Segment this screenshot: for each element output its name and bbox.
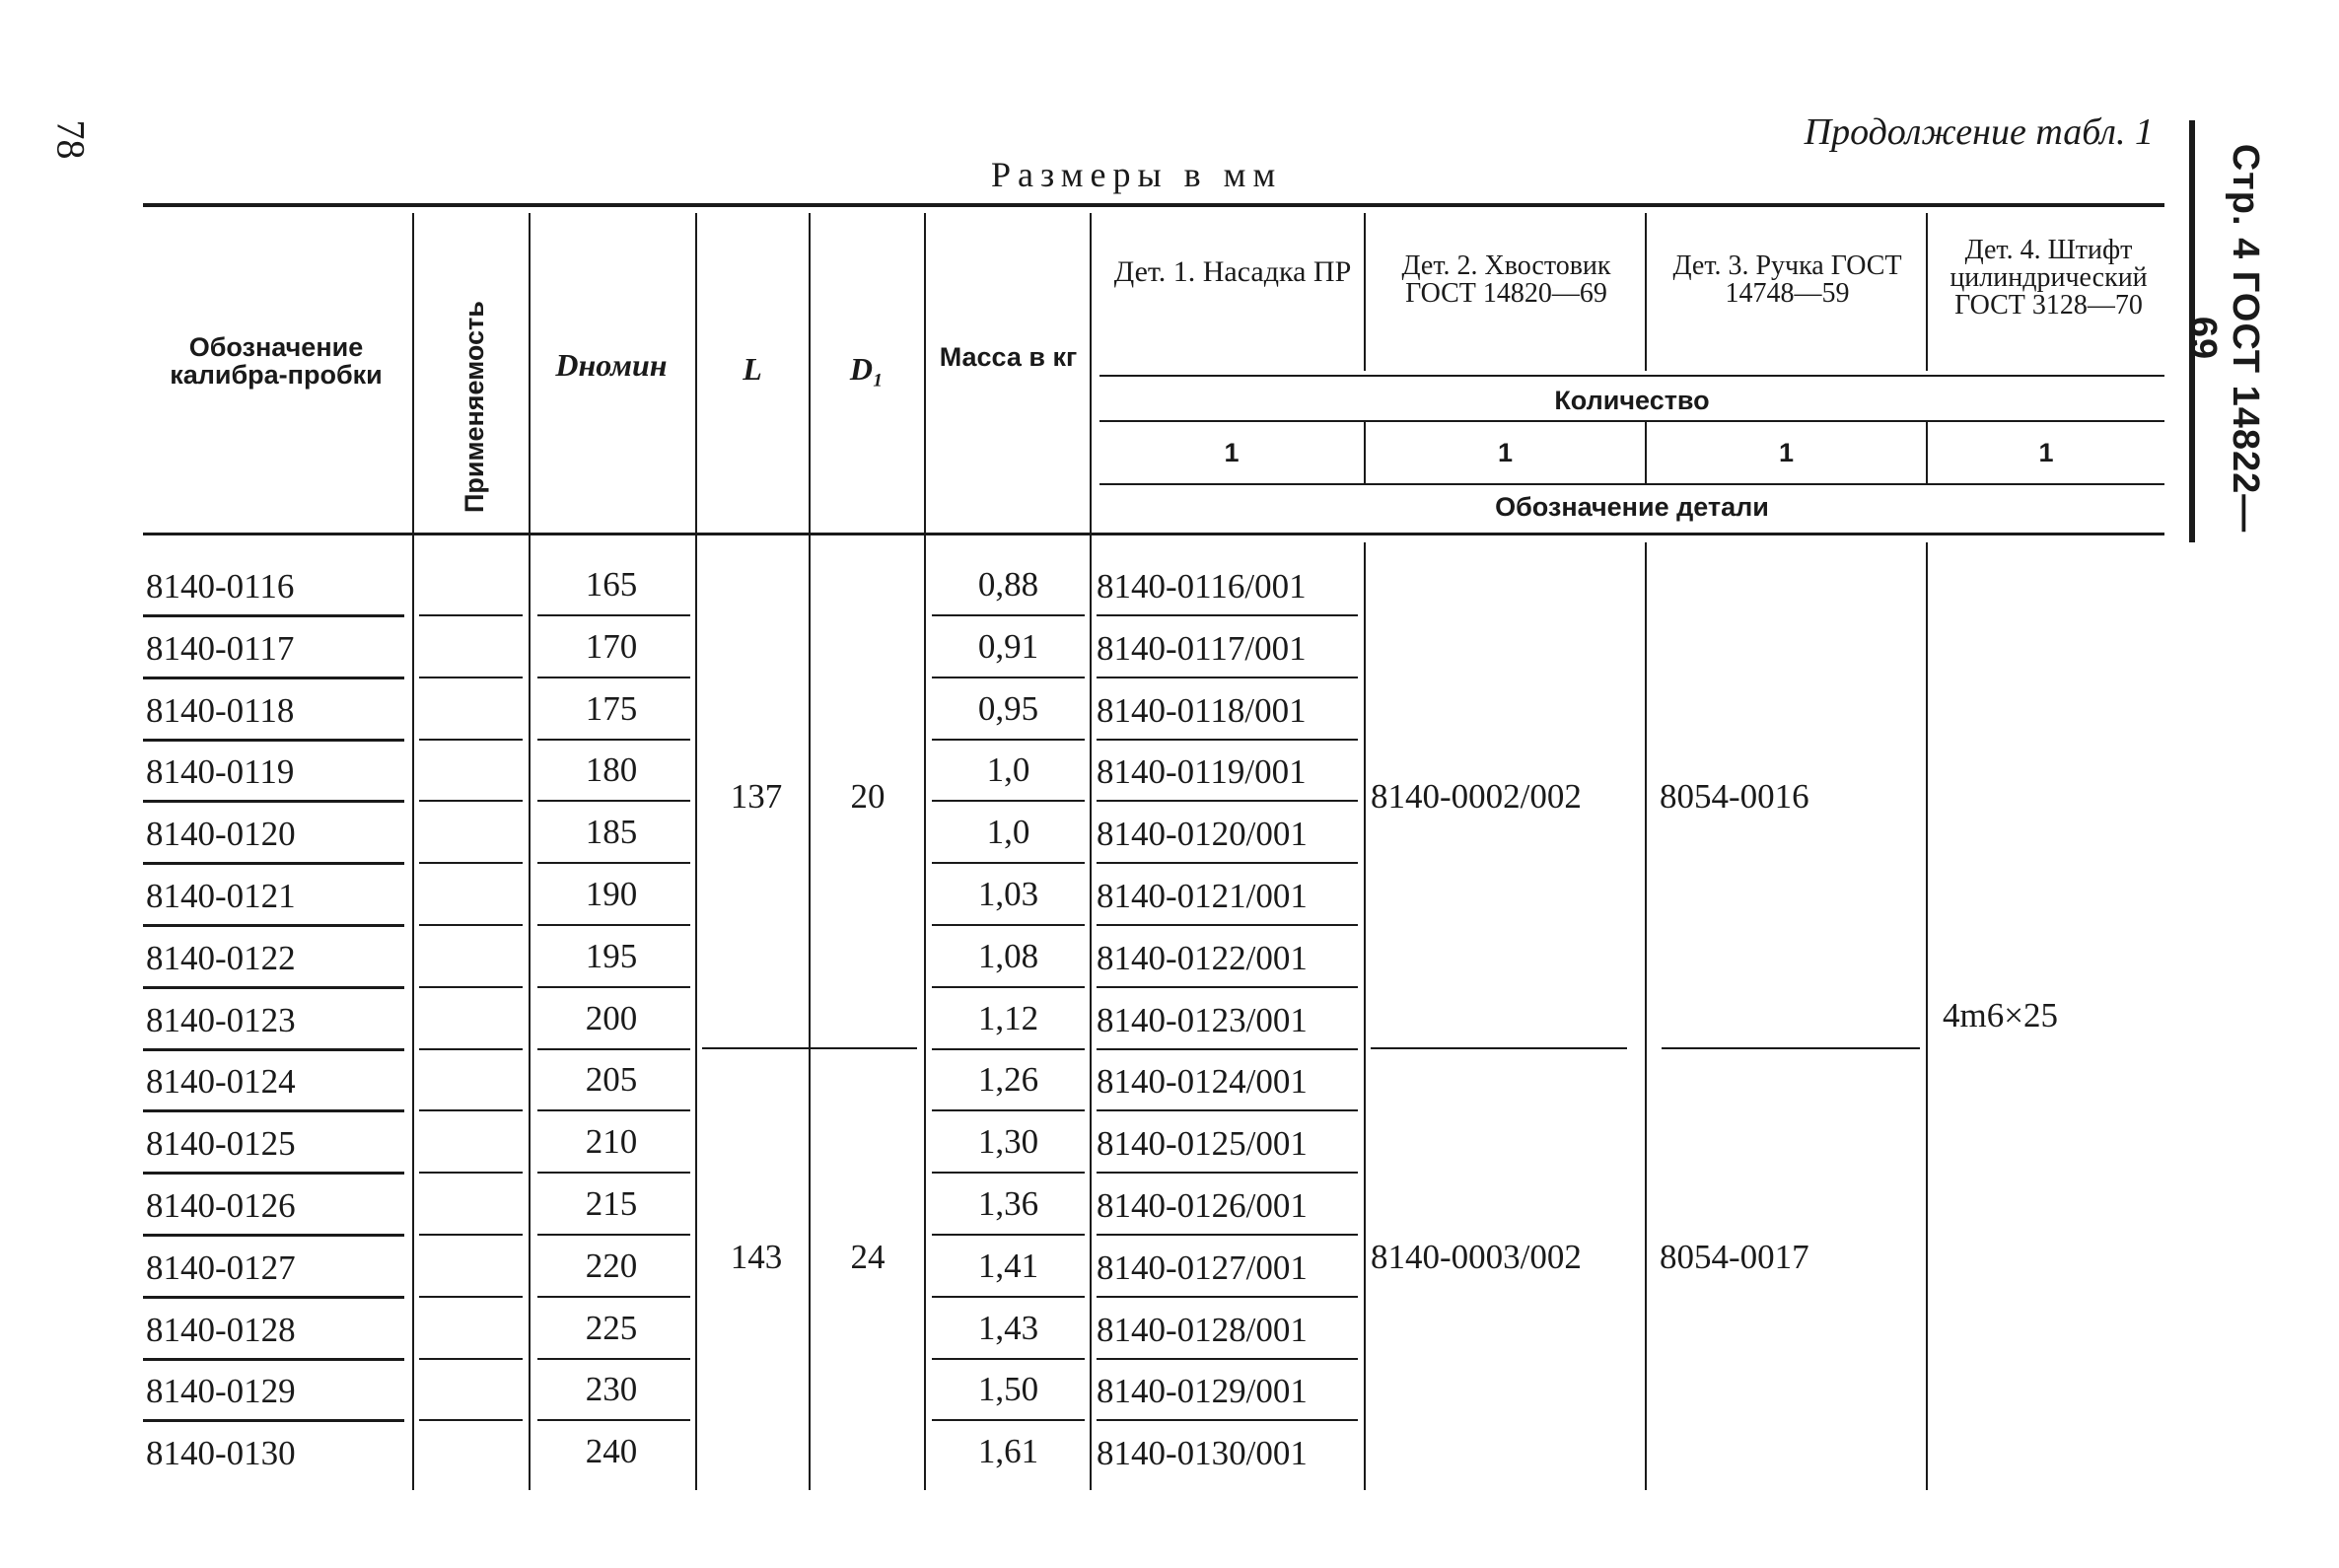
row-d-nom: 180 [585,750,638,789]
row-d-nom: 195 [585,937,638,975]
row-rule [932,614,1085,616]
row-rule [1097,800,1358,802]
table-top-rule [143,203,2164,207]
row-d-nom: 165 [585,565,638,604]
row-rule [419,800,523,802]
row-mass: 1,36 [977,1184,1039,1223]
group1-det3: 8054-0016 [1660,777,1809,816]
row-designation: 8140-0124 [146,1062,296,1101]
row-rule [932,1234,1085,1236]
qty-mid-rule [1099,420,2164,422]
group-divider [1371,1047,1627,1049]
row-rule [537,1109,690,1111]
row-rule [932,677,1085,678]
row-rule [419,1234,523,1236]
row-rule [143,1296,404,1299]
qty-bottom-rule [1099,483,2164,485]
header-quantity: Количество [1554,386,1710,415]
row-det1: 8140-0128/001 [1097,1311,1308,1349]
row-rule [419,1048,523,1050]
row-det1: 8140-0121/001 [1097,877,1308,915]
row-designation: 8140-0116 [146,567,295,606]
row-rule [932,1419,1085,1421]
group-divider [1662,1047,1920,1049]
row-mass: 1,41 [977,1247,1039,1285]
row-mass: 1,0 [986,813,1030,851]
col-rule [924,213,926,1490]
row-rule [932,1172,1085,1174]
row-rule [537,739,690,741]
sizes-caption: Размеры в мм [991,155,1283,194]
row-rule [932,739,1085,741]
row-rule [419,1296,523,1298]
header-part-designation: Обозначение детали [1495,492,1769,522]
row-d-nom: 205 [585,1060,638,1099]
row-rule [419,986,523,988]
row-det1: 8140-0127/001 [1097,1248,1308,1287]
row-designation: 8140-0122 [146,939,296,977]
row-rule [932,1048,1085,1050]
row-rule [537,800,690,802]
row-det1: 8140-0116/001 [1097,567,1307,606]
row-mass: 0,95 [977,689,1039,728]
row-rule [143,862,404,865]
row-d-nom: 215 [585,1184,638,1223]
qty-top-rule [1099,375,2164,377]
row-rule [143,1234,404,1237]
header-bottom-rule [143,533,2164,535]
row-rule [1097,1419,1358,1421]
row-rule [1097,1048,1358,1050]
row-rule [537,1234,690,1236]
row-d-nom: 230 [585,1370,638,1408]
row-mass: 1,50 [977,1370,1039,1408]
row-rule [1097,1234,1358,1236]
row-rule [143,1172,404,1175]
row-det1: 8140-0129/001 [1097,1372,1308,1410]
row-rule [419,1172,523,1174]
group-divider [702,1047,917,1049]
row-rule [932,1296,1085,1298]
row-rule [932,1109,1085,1111]
row-designation: 8140-0128 [146,1311,296,1349]
header-d-nom: Dномин [555,347,668,383]
row-d-nom: 200 [585,999,638,1037]
row-rule [537,614,690,616]
row-rule [419,739,523,741]
row-det1: 8140-0130/001 [1097,1434,1308,1472]
row-rule [143,986,404,989]
row-rule [419,677,523,678]
row-d-nom: 225 [585,1309,638,1347]
row-mass: 1,0 [986,750,1030,789]
row-rule [419,924,523,926]
row-mass: 1,61 [977,1432,1039,1470]
row-rule [932,862,1085,864]
row-rule [143,1109,404,1112]
row-rule [932,1358,1085,1360]
side-header [2182,118,2266,534]
row-rule [1097,1358,1358,1360]
row-rule [537,1419,690,1421]
row-det1: 8140-0117/001 [1097,629,1307,668]
row-mass: 1,26 [977,1060,1039,1099]
row-rule [1097,1109,1358,1111]
side-header-text: Стр. 4 ГОСТ 14822—69 [2182,143,2266,534]
qty-det1: 1 [1224,438,1240,467]
col-rule [1090,213,1092,1490]
group2-det2: 8140-0003/002 [1371,1238,1582,1276]
group2-d1: 24 [850,1238,886,1276]
row-rule [932,986,1085,988]
row-det1: 8140-0126/001 [1097,1186,1308,1225]
group1-l: 137 [730,777,783,816]
row-rule [537,924,690,926]
row-rule [1097,614,1358,616]
row-rule [143,800,404,803]
row-d-nom: 190 [585,875,638,913]
row-det1: 8140-0124/001 [1097,1062,1308,1101]
row-rule [143,1419,404,1422]
row-mass: 0,88 [977,565,1039,604]
row-rule [537,1048,690,1050]
qty-det3: 1 [1778,438,1795,467]
row-rule [143,1358,404,1361]
row-designation: 8140-0117 [146,629,295,668]
row-d-nom: 185 [585,813,638,851]
row-rule [537,1296,690,1298]
col-rule [412,213,414,1490]
row-rule [419,614,523,616]
header-applicability: Применяемость [460,301,489,513]
row-rule [143,614,404,617]
row-rule [537,1358,690,1360]
row-rule [1097,924,1358,926]
qty-det2: 1 [1497,438,1514,467]
row-rule [419,862,523,864]
col-rule [1926,213,1928,371]
row-rule [143,1048,404,1051]
row-rule [143,924,404,927]
row-designation: 8140-0130 [146,1434,296,1472]
row-designation: 8140-0118 [146,691,295,730]
continuation-note: Продолжение табл. 1 [1804,111,2154,153]
header-designation: Обозначение калибра-пробки [170,332,383,390]
row-d-nom: 175 [585,689,638,728]
det4-value: 4m6×25 [1943,996,2058,1034]
group2-l: 143 [730,1238,783,1276]
row-mass: 1,12 [977,999,1039,1037]
row-rule [537,862,690,864]
row-det1: 8140-0119/001 [1097,752,1307,791]
row-mass: 1,03 [977,875,1039,913]
row-designation: 8140-0119 [146,752,295,791]
row-rule [1097,677,1358,678]
col-rule [1645,213,1647,371]
row-d-nom: 210 [585,1122,638,1161]
col-rule [1364,213,1366,371]
page-number: 78 [48,119,94,160]
row-rule [419,1109,523,1111]
header-det3: Дет. 3. Ручка ГОСТ 14748—59 [1672,250,1902,309]
row-det1: 8140-0122/001 [1097,939,1308,977]
row-rule [1097,986,1358,988]
qty-det4: 1 [2038,438,2054,467]
row-designation: 8140-0121 [146,877,296,915]
group1-det2: 8140-0002/002 [1371,777,1582,816]
row-rule [932,924,1085,926]
row-mass: 1,08 [977,937,1039,975]
header-det1: Дет. 1. Насадка ПР [1113,255,1352,288]
row-designation: 8140-0123 [146,1001,296,1039]
row-rule [537,1172,690,1174]
row-designation: 8140-0126 [146,1186,296,1225]
col-rule [695,213,697,1490]
col-rule [1926,542,1928,1490]
row-d-nom: 240 [585,1432,638,1470]
col-rule [1645,542,1647,1490]
row-rule [1097,739,1358,741]
row-det1: 8140-0123/001 [1097,1001,1308,1039]
row-det1: 8140-0120/001 [1097,815,1308,853]
header-d1: D₁ [849,351,885,387]
row-designation: 8140-0125 [146,1124,296,1163]
row-rule [537,677,690,678]
header-mass: Масса в кг [939,342,1078,372]
col-rule [529,213,531,1490]
row-rule [143,739,404,742]
row-rule [1097,1296,1358,1298]
row-rule [419,1358,523,1360]
row-designation: 8140-0120 [146,815,296,853]
row-designation: 8140-0129 [146,1372,296,1410]
group1-d1: 20 [850,777,886,816]
row-rule [419,1419,523,1421]
row-designation: 8140-0127 [146,1248,296,1287]
col-rule [1364,542,1366,1490]
row-rule [143,677,404,679]
header-det4: Дет. 4. Штифт цилиндрический ГОСТ 3128—70 [1949,235,2148,321]
row-det1: 8140-0118/001 [1097,691,1307,730]
row-rule [537,986,690,988]
row-mass: 1,43 [977,1309,1039,1347]
col-rule [809,213,811,1490]
row-d-nom: 220 [585,1247,638,1285]
row-rule [1097,1172,1358,1174]
header-det2: Дет. 2. Хвостовик ГОСТ 14820—69 [1401,250,1611,309]
row-rule [1097,862,1358,864]
header-l: L [743,351,762,387]
row-mass: 1,30 [977,1122,1039,1161]
row-mass: 0,91 [977,627,1039,666]
group2-det3: 8054-0017 [1660,1238,1809,1276]
row-det1: 8140-0125/001 [1097,1124,1308,1163]
row-rule [932,800,1085,802]
row-d-nom: 170 [585,627,638,666]
